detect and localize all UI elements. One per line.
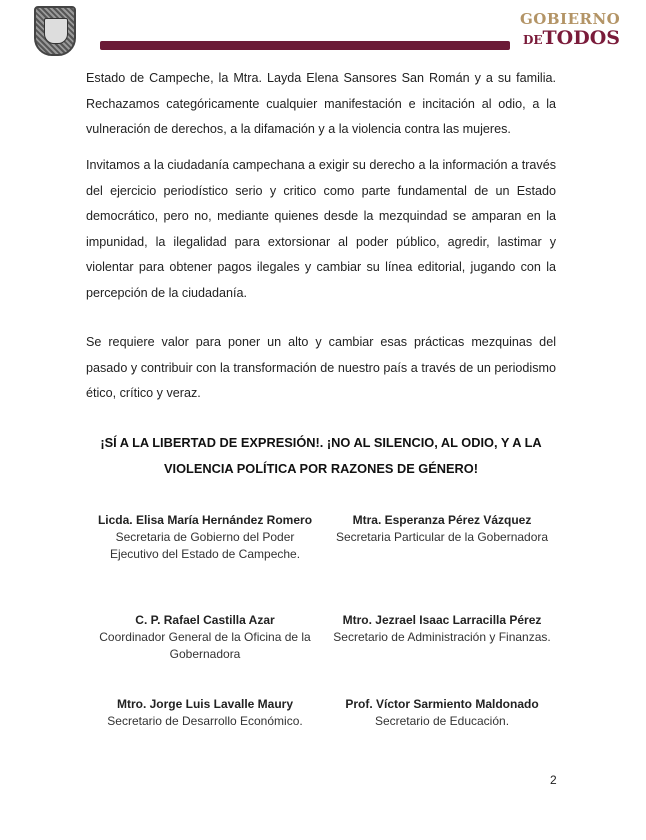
page-header bbox=[0, 0, 646, 62]
page-number: 2 bbox=[550, 773, 557, 787]
logo-text-bottom bbox=[520, 29, 620, 48]
signatory-name: Mtro. Jorge Luis Lavalle Maury bbox=[116, 697, 294, 711]
signatory-name: Mtra. Esperanza Pérez Vázquez bbox=[352, 513, 532, 527]
signatory-4 bbox=[327, 612, 557, 646]
signatory-3 bbox=[90, 612, 320, 663]
logo-text-de: DE bbox=[522, 33, 543, 47]
paragraph-3: Se requiere valor para poner un alto y cambiar esas prácticas mezquinas del pasado y contribuir con la transformación de nuestro país a través de un periodismo ético, crítico y veraz. bbox=[86, 335, 556, 400]
logo-text-todos: TODOS bbox=[542, 27, 620, 49]
signatory-6 bbox=[327, 696, 557, 730]
signatory-role: Secretaria Particular de la Gobernadora bbox=[335, 530, 549, 544]
signatory-2 bbox=[327, 512, 557, 546]
paragraph-2: Invitamos a la ciudadanía campechana a exigir su derecho a la información a través del ejercicio periodístico serio y critico como parte fundamental de un Estado democrático, pero no, mediante quienes desde la mezquindad se amparan en la impunidad, la ilegalidad para extorsionar al poder público, agredir, lastimar y violentar para obtener pagos ilegales y cambiar su línea editorial, jugando con la percepción de la ciudadanía. bbox=[86, 158, 556, 300]
header-accent-bar bbox=[100, 41, 510, 50]
signatory-name: C. P. Rafael Castilla Azar bbox=[135, 613, 275, 627]
signatory-role: Secretaria de Gobierno del Poder Ejecutivo del Estado de Campeche. bbox=[109, 530, 301, 561]
signatory-name: Prof. Víctor Sarmiento Maldonado bbox=[345, 697, 539, 711]
signatory-5 bbox=[90, 696, 320, 730]
logo-text-top: GOBIERNO bbox=[520, 10, 621, 28]
signatory-role: Secretario de Desarrollo Económico. bbox=[107, 714, 303, 728]
crest-shield bbox=[44, 18, 68, 44]
signatory-name: Mtro. Jezrael Isaac Larracilla Pérez bbox=[342, 613, 542, 627]
signatory-1 bbox=[90, 512, 320, 563]
signatory-role: Coordinador General de la Oficina de la Gobernadora bbox=[99, 630, 311, 661]
signatory-name: Licda. Elisa María Hernández Romero bbox=[97, 513, 313, 527]
government-logo bbox=[520, 12, 620, 48]
signatory-role: Secretario de Administración y Finanzas. bbox=[333, 630, 551, 644]
slogan: ¡SÍ A LA LIBERTAD DE EXPRESIÓN!. ¡NO AL SILENCIO, AL ODIO, Y A LA VIOLENCIA POLÍTICA POR RAZONES DE GÉNERO! bbox=[100, 435, 542, 476]
state-crest-icon bbox=[34, 6, 76, 56]
signatory-role: Secretario de Educación. bbox=[374, 714, 510, 728]
paragraph-1: Estado de Campeche, la Mtra. Layda Elena Sansores San Román y a su familia. Rechazamos categóricamente cualquier manifestación e incitación al odio, a la vulneración de derechos, a la difamación y a la violencia contra las mujeres. bbox=[86, 71, 556, 136]
